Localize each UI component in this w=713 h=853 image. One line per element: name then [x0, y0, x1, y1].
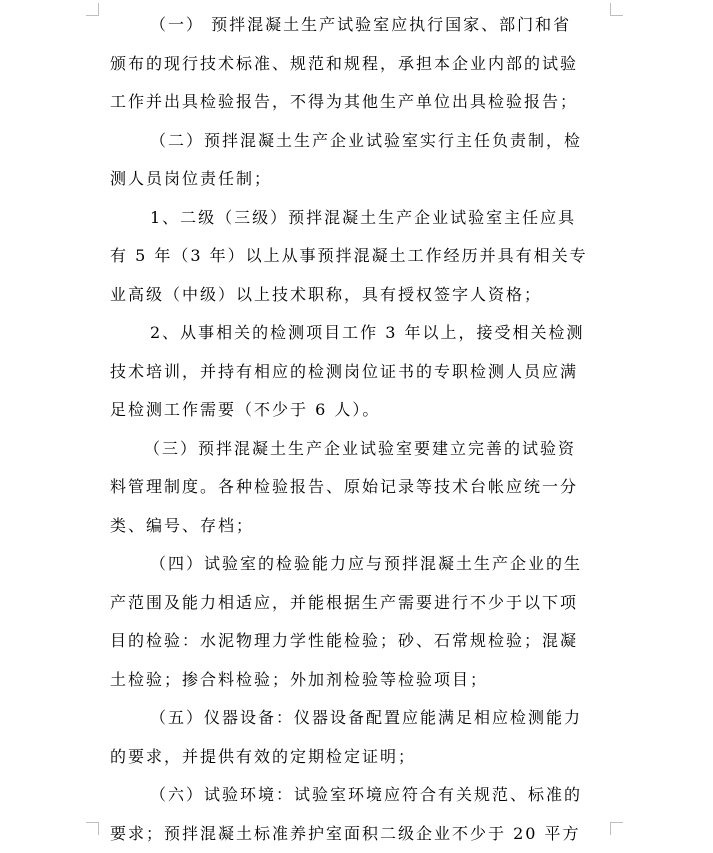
paragraph-4: [110, 314, 610, 430]
paragraph-3: [110, 199, 610, 315]
text-line: （二）预拌混凝土生产企业试验室实行主任负责制，检: [110, 122, 610, 161]
paragraph-2: [110, 122, 610, 199]
margin-corner-mark: [610, 822, 623, 835]
text-line: 的要求，并提供有效的定期检定证明；: [110, 738, 610, 777]
paragraph-7: [110, 699, 610, 776]
margin-corner-mark: [86, 3, 99, 16]
text-line: 业高级（中级）以上技术职称，具有授权签字人资格；: [110, 276, 610, 315]
paragraph-8: [110, 776, 610, 853]
margin-corner-mark: [86, 822, 99, 835]
text-line: 足检测工作需要（不少于 6 人）。: [110, 391, 610, 430]
text-line: （五）仪器设备：仪器设备配置应能满足相应检测能力: [110, 699, 610, 738]
paragraph-1: [110, 6, 610, 122]
text-line: 料管理制度。各种检验报告、原始记录等技术台帐应统一分: [110, 468, 610, 507]
text-line: 1、二级（三级）预拌混凝土生产企业试验室主任应具: [110, 199, 610, 238]
text-line: 颁布的现行技术标准、规范和规程，承担本企业内部的试验: [110, 45, 610, 84]
text-line: 测人员岗位责任制；: [110, 160, 610, 199]
margin-corner-mark: [610, 3, 623, 16]
paragraph-6: [110, 545, 610, 699]
text-line: （四）试验室的检验能力应与预拌混凝土生产企业的生: [110, 545, 610, 584]
document-body: [110, 6, 610, 853]
text-line: 有 5 年（3 年）以上从事预拌混凝土工作经历并具有相关专: [110, 237, 610, 276]
text-line: （三）预拌混凝土生产企业试验室要建立完善的试验资: [110, 430, 610, 469]
text-line: 技术培训，并持有相应的检测岗位证书的专职检测人员应满: [110, 353, 610, 392]
text-line: 目的检验：水泥物理力学性能检验；砂、石常规检验；混凝: [110, 622, 610, 661]
text-line: 类、编号、存档；: [110, 507, 610, 546]
text-line: 土检验；掺合料检验；外加剂检验等检验项目；: [110, 661, 610, 700]
text-line: 工作并出具检验报告，不得为其他生产单位出具检验报告；: [110, 83, 610, 122]
text-line: 2、从事相关的检测项目工作 3 年以上，接受相关检测: [110, 314, 610, 353]
text-line: 要求；预拌混凝土标准养护室面积二级企业不少于 20 平方: [110, 815, 610, 853]
paragraph-5: [110, 430, 610, 546]
text-line: （一） 预拌混凝土生产试验室应执行国家、部门和省: [110, 6, 610, 45]
text-line: （六）试验环境：试验室环境应符合有关规范、标准的: [110, 776, 610, 815]
text-line: 产范围及能力相适应，并能根据生产需要进行不少于以下项: [110, 584, 610, 623]
